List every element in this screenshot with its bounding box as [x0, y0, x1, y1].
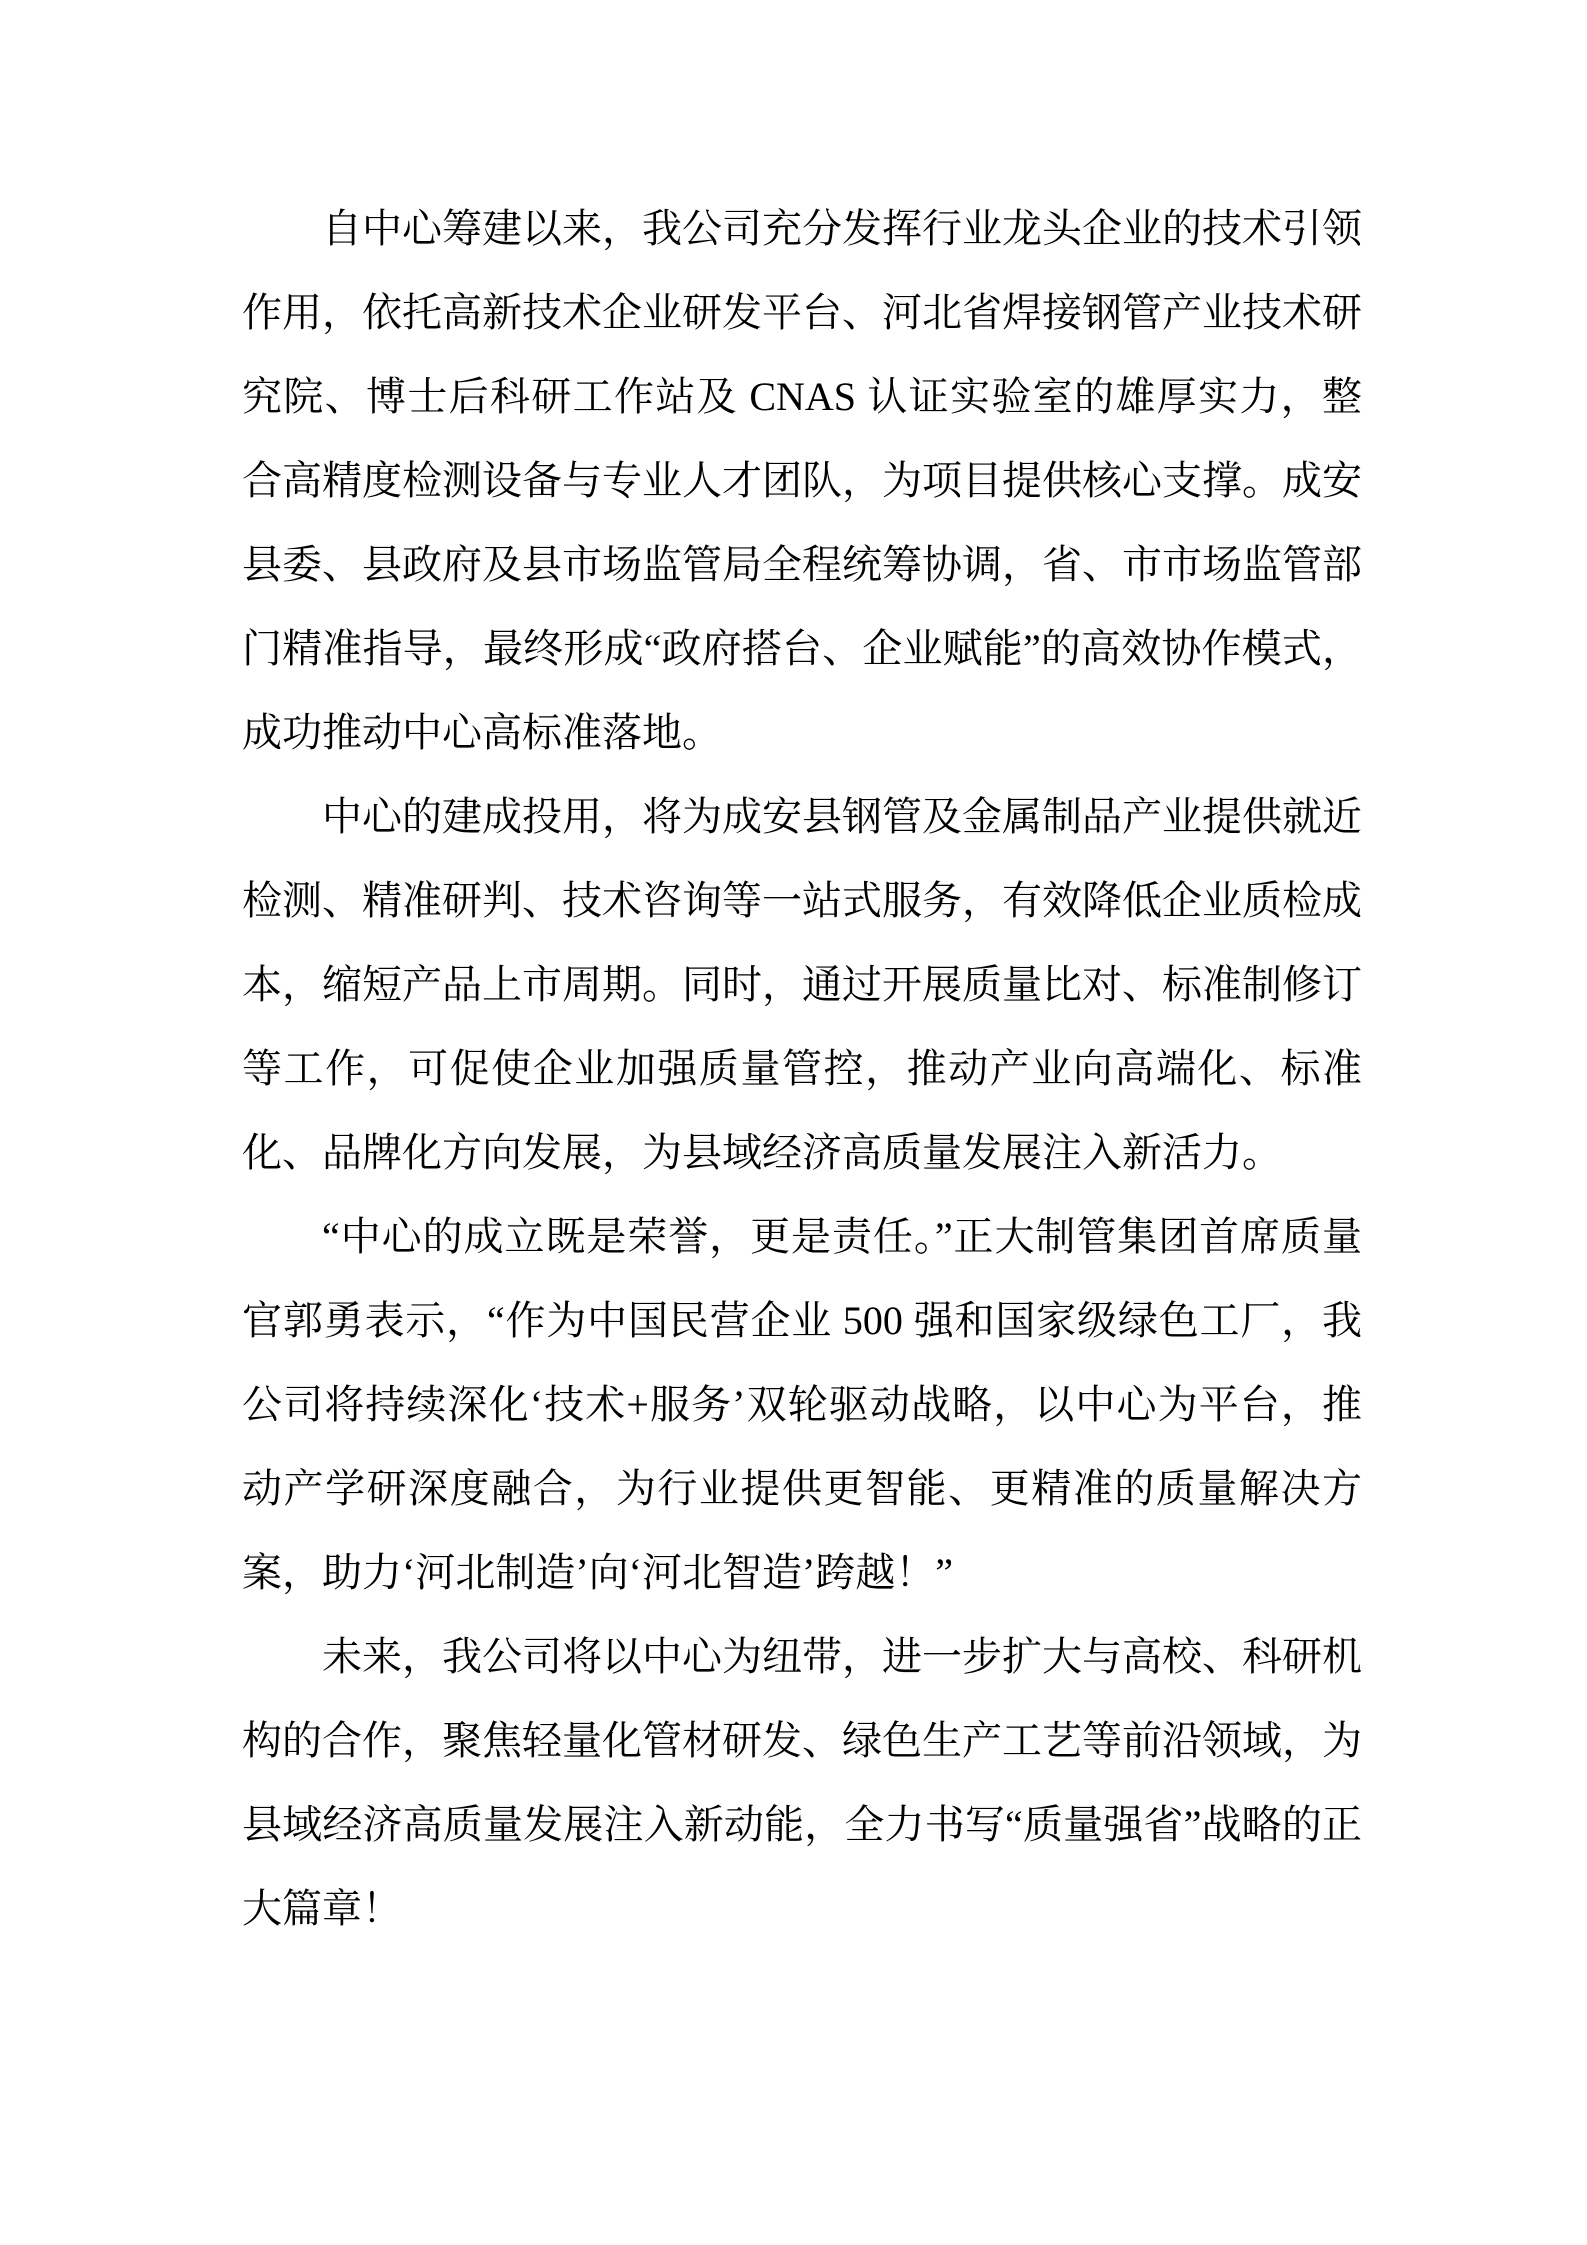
paragraph: 自中心筹建以来，我公司充分发挥行业龙头企业的技术引领作用，依托高新技术企业研发平台、河北省焊接钢管产业技术研究院、博士后科研工作站及 CNAS 认证实验室的雄厚实力，整合高精度检测设备与专业人才团队，为项目提供核心支撑。成安县委、县政府及县市场监管局全程统筹协调，省、市市场监管部门精准指导，最终形成“政府搭台、企业赋能”的高效协作模式，成功推动中心高标准落地。	[242, 206, 1362, 755]
paragraph: “中心的成立既是荣誉，更是责任。”正大制管集团首席质量官郭勇表示，“作为中国民营企业 500 强和国家级绿色工厂，我公司将持续深化‘技术+服务’双轮驱动战略，以中心为平台，推动产学研深度融合，为行业提供更智能、更精准的质量解决方案，助力‘河北制造’向‘河北智造’跨越！”	[242, 1214, 1362, 1595]
paragraph: 中心的建成投用，将为成安县钢管及金属制品产业提供就近检测、精准研判、技术咨询等一站式服务，有效降低企业质检成本，缩短产品上市周期。同时，通过开展质量比对、标准制修订等工作，可促使企业加强质量管控，推动产业向高端化、标准化、品牌化方向发展，为县域经济高质量发展注入新活力。	[242, 794, 1362, 1175]
document-body	[242, 187, 1362, 1951]
paragraph: 未来，我公司将以中心为纽带，进一步扩大与高校、科研机构的合作，聚焦轻量化管材研发、绿色生产工艺等前沿领域，为县域经济高质量发展注入新动能，全力书写“质量强省”战略的正大篇章！	[242, 1634, 1362, 1931]
